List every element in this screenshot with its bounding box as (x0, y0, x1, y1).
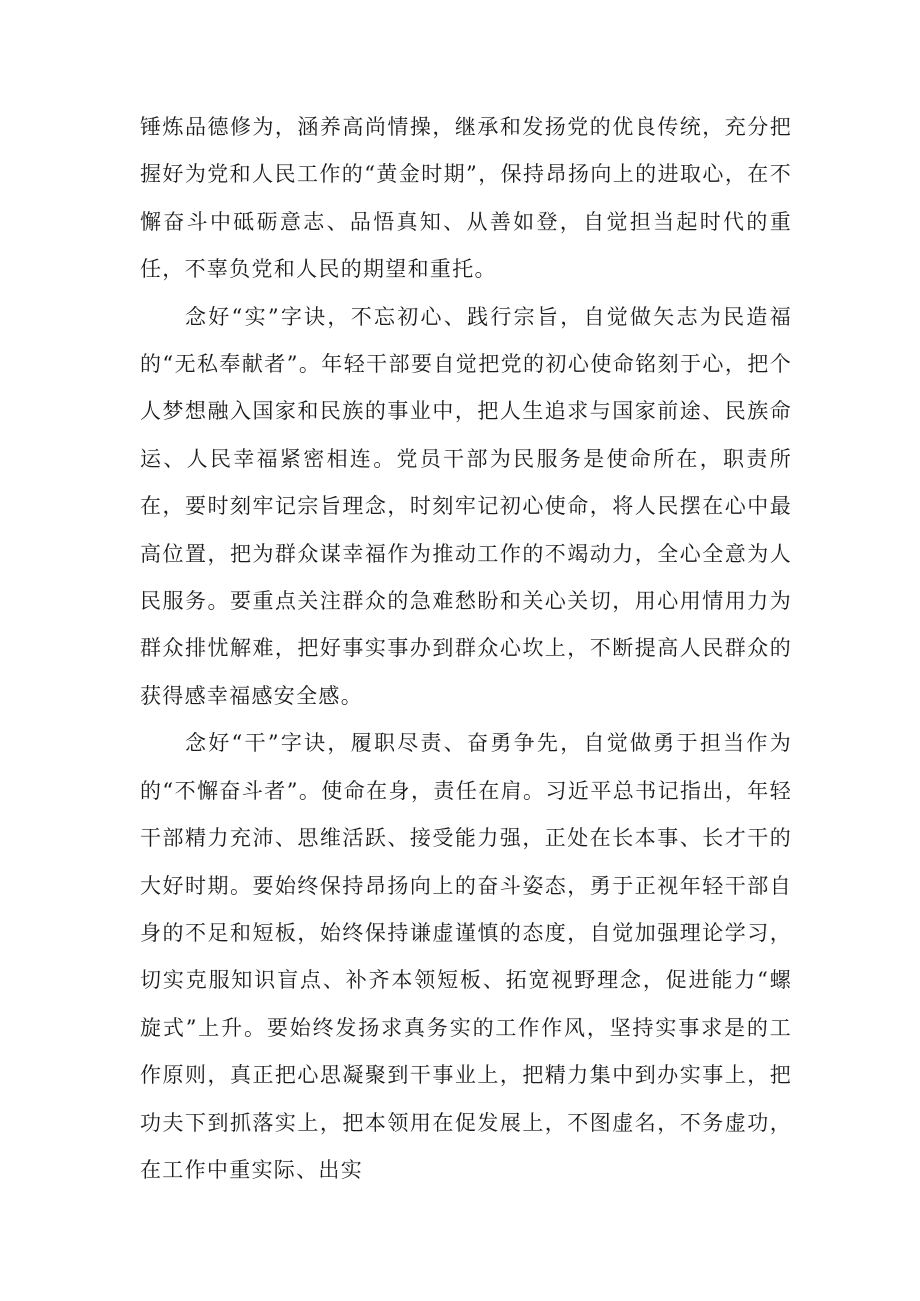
document-body (140, 104, 792, 1194)
paragraph-1: 锤炼品德修为，涵养高尚情操，继承和发扬党的优良传统，充分把握好为党和人民工作的“黄金时期”，保持昂扬向上的进取心，在不懈奋斗中砥砺意志、品悟真知、从善如登，自觉担当起时代的重任，不辜负党和人民的期望和重托。 (140, 115, 792, 282)
paragraph-2: 念好“实”字诀，不忘初心、践行宗旨，自觉做矢志为民造福的“无私奉献者”。年轻干部要自觉把党的初心使命铭刻于心，把个人梦想融入国家和民族的事业中，把人生追求与国家前途、民族命运、人民幸福紧密相连。党员干部为民服务是使命所在，职责所在，要时刻牢记宗旨理念，时刻牢记初心使命，将人民摆在心中最高位置，把为群众谋幸福作为推动工作的不竭动力，全心全意为人民服务。要重点关注群众的急难愁盼和关心关切，用心用情用力为群众排忧解难，把好事实事办到群众心坎上，不断提高人民群众的获得感幸福感安全感。 (140, 304, 792, 708)
paragraph-3: 念好“干”字诀，履职尽责、奋勇争先，自觉做勇于担当作为的“不懈奋斗者”。使命在身，责任在肩。习近平总书记指出，年轻干部精力充沛、思维活跃、接受能力强，正处在长本事、长才干的大好时期。要始终保持昂扬向上的奋斗姿态，勇于正视年轻干部自身的不足和短板，始终保持谦虚谨慎的态度，自觉加强理论学习，切实克服知识盲点、补齐本领短板、拓宽视野理念，促进能力“螺旋式”上升。要始终发扬求真务实的工作作风，坚持实事求是的工作原则，真正把心思凝聚到干事业上，把精力集中到办实事上，把功夫下到抓落实上，把本领用在促发展上，不图虚名，不务虚功，在工作中重实际、出实 (140, 731, 792, 1182)
